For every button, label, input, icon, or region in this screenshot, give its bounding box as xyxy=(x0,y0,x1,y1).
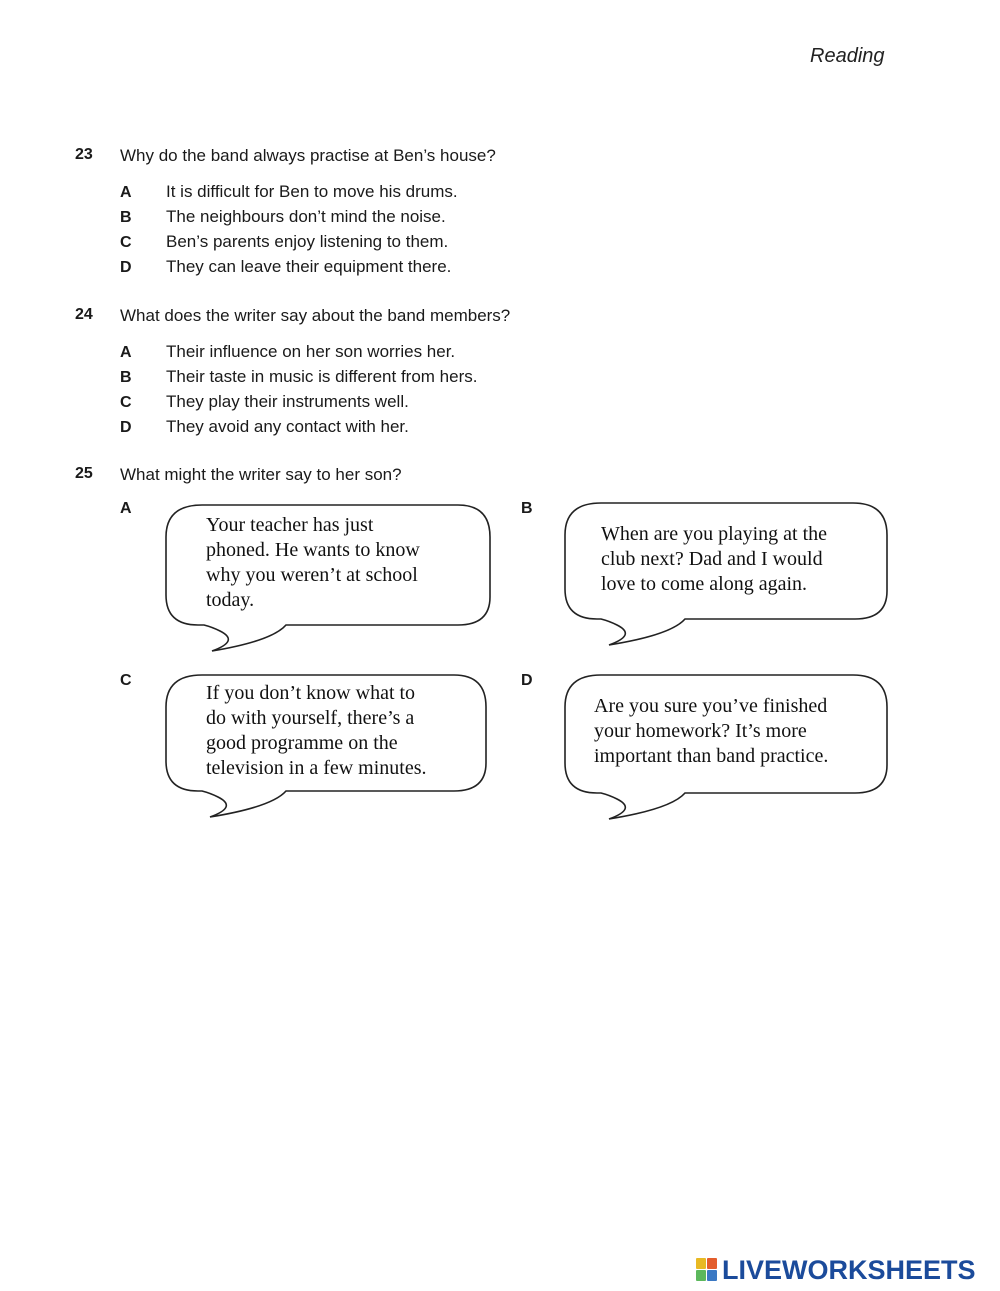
bubble-text: Are you sure you’ve finished your homework? It’s more important than band practice. xyxy=(594,695,829,767)
speech-bubble-b[interactable] xyxy=(563,501,893,651)
option-c[interactable] xyxy=(120,392,409,412)
option-letter: A xyxy=(120,344,132,361)
bubble-text: When are you playing at the club next? Dad and I would love to come along again. xyxy=(601,523,828,595)
option-text: Their taste in music is different from hers. xyxy=(166,367,478,386)
logo-square-icon xyxy=(707,1270,717,1281)
speech-bubble-d[interactable] xyxy=(563,673,893,823)
option-letter: D xyxy=(120,419,132,436)
option-text: The neighbours don’t mind the noise. xyxy=(166,207,446,226)
option-letter: B xyxy=(120,369,132,386)
option-letter: A xyxy=(120,184,132,201)
option-text: They play their instruments well. xyxy=(166,392,409,411)
question-text: What might the writer say to her son? xyxy=(120,465,402,484)
option-d[interactable] xyxy=(120,417,409,437)
option-b[interactable] xyxy=(120,207,446,227)
bubble-text: Your teacher has just phoned. He wants to know why you weren’t at school today. xyxy=(206,514,420,611)
question-number: 25 xyxy=(75,465,93,482)
option-letter: C xyxy=(120,234,132,251)
option-text: Ben’s parents enjoy listening to them. xyxy=(166,232,449,251)
bubble-letter-d: D xyxy=(521,672,533,689)
bubble-text: If you don’t know what to do with yourself, there’s a good programme on the television in a few minutes. xyxy=(206,682,427,779)
logo-text: LIVEWORKSHEETS xyxy=(722,1254,976,1285)
option-letter: C xyxy=(120,394,132,411)
option-text: They can leave their equipment there. xyxy=(166,257,452,276)
speech-bubble-c[interactable] xyxy=(164,673,494,823)
question-number: 23 xyxy=(75,146,93,163)
bubble-letter-a: A xyxy=(120,500,132,517)
speech-bubble-a[interactable] xyxy=(164,503,494,655)
bubble-letter-c: C xyxy=(120,672,132,689)
option-b[interactable] xyxy=(120,367,477,387)
logo-square-icon xyxy=(707,1258,717,1269)
liveworksheets-logo[interactable] xyxy=(696,1254,976,1286)
question-text: Why do the band always practise at Ben’s house? xyxy=(120,146,496,165)
logo-mark-icon xyxy=(696,1258,718,1282)
section-title: Reading xyxy=(810,45,885,67)
option-a[interactable] xyxy=(120,342,455,362)
option-text: Their influence on her son worries her. xyxy=(166,342,456,361)
question-number: 24 xyxy=(75,306,93,323)
option-text: They avoid any contact with her. xyxy=(166,417,409,436)
option-text: It is difficult for Ben to move his drums. xyxy=(166,182,458,201)
option-letter: D xyxy=(120,259,132,276)
option-d[interactable] xyxy=(120,257,451,277)
option-a[interactable] xyxy=(120,182,458,202)
logo-square-icon xyxy=(696,1258,706,1269)
bubble-letter-b: B xyxy=(521,500,533,517)
option-c[interactable] xyxy=(120,232,448,252)
question-text: What does the writer say about the band members? xyxy=(120,306,511,325)
logo-square-icon xyxy=(696,1270,706,1281)
option-letter: B xyxy=(120,209,132,226)
